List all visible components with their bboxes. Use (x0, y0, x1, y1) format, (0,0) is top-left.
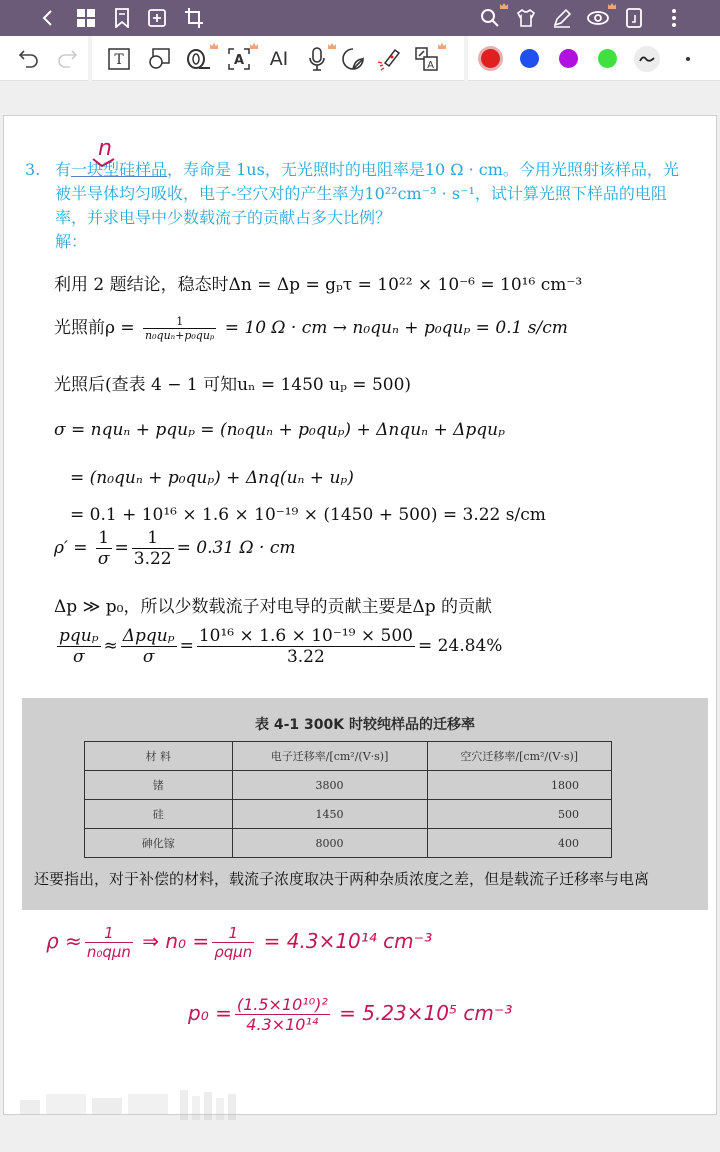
table-row: 砷化镓 8000 400 (85, 829, 612, 858)
svg-text:A: A (233, 53, 245, 68)
arrow-down-icon (92, 158, 116, 168)
solution-line-8: Δp ≫ p₀，所以少数载流子对电导的贡献主要是Δp 的贡献 (54, 597, 493, 617)
fraction: $\frac{1}{\text{n₀quₙ+p₀quₚ}}$ (145, 315, 215, 342)
solution-line-9: $\frac{\text{pquₚ}}{\sigma}$ ≈ $\frac{\text{Δpquₚ}}{\sigma}$ = $\frac{\text{10¹⁶ × 1.6 × 10⁻¹⁹ × 500}}{3.22}$ = 24.84% (59, 626, 503, 667)
solution-line-4: σ = nquₙ + pquₚ = (n₀quₙ + p₀quₚ) + Δnquₙ + Δpquₚ (54, 420, 505, 440)
svg-text:T: T (114, 52, 124, 68)
crop-icon[interactable] (182, 6, 206, 30)
table-title: 表 4-1 300K 时较纯样品的迁移率 (255, 717, 475, 733)
table-row: 硅 1450 500 (85, 800, 612, 829)
pen-icon[interactable] (550, 6, 574, 30)
solution-line-1: 利用 2 题结论，稳态时Δn = Δp = gₚτ = 10²² × 10⁻⁶ = 10¹⁶ cm⁻³ (54, 275, 583, 295)
handwritten-annotation-n: n (98, 136, 112, 161)
annotation-toolbar (0, 36, 720, 81)
premium-crown-icon (210, 43, 218, 49)
premium-crown-icon (438, 43, 446, 49)
ai-label: AI (269, 48, 289, 70)
premium-crown-icon (500, 3, 508, 9)
solution-line-7: ρ′ = $\frac{1}{\sigma}$ = $\frac{1}{3.22}$ = 0.31 Ω · cm (54, 528, 296, 569)
eye-icon[interactable] (586, 6, 610, 30)
question-text-start: 有 (55, 160, 72, 179)
toolbar-divider (464, 36, 468, 81)
more-icon[interactable] (662, 6, 686, 30)
stroke-style-icon[interactable] (634, 46, 660, 72)
search-icon[interactable] (478, 6, 502, 30)
shape-icon[interactable] (146, 46, 172, 72)
handwritten-line-2: p₀ = $\frac{\text{(1.5×10¹⁰)²}}{\text{4.3×10¹⁴}}$ = 5.23×10⁵ cm⁻³ (188, 995, 513, 1034)
solution-line-2: 光照前ρ = $\frac{1}{\text{n₀quₙ+p₀quₚ}}$ = 10 Ω · cm → n₀quₙ + p₀quₚ = 0.1 s/cm (54, 315, 568, 342)
color-swatch-red[interactable] (481, 49, 500, 68)
translate-icon[interactable] (414, 46, 440, 72)
bookmark-icon[interactable] (110, 6, 134, 30)
svg-text:A: A (427, 60, 434, 71)
solution-line-3: 光照后(查表 4 − 1 可知uₙ = 1450 uₚ = 500) (54, 375, 412, 395)
table-row: 锗 3800 1800 (85, 771, 612, 800)
mobility-table (84, 741, 612, 858)
redo-icon[interactable] (54, 46, 80, 72)
scanned-table-image (22, 698, 708, 910)
top-navigation-bar (0, 0, 720, 36)
ai-icon[interactable] (266, 46, 292, 72)
theme-icon[interactable] (514, 6, 538, 30)
premium-crown-icon (250, 43, 258, 49)
question-number: 3. (25, 160, 41, 179)
solution-line-5: = (n₀quₙ + p₀quₚ) + Δnq(uₙ + uₚ) (70, 468, 354, 488)
question-text: ，寿命是 1us，无光照时的电阻率是10 Ω · cm。今用光照射该样品，光被半导体均匀吸收，电子-空穴对的产生率为10²²cm⁻³ · s⁻¹，试计算光照下样品的电阻率，并求电导中少数载流子的贡献占多大比例？ (55, 160, 679, 227)
color-swatch-purple[interactable] (559, 49, 578, 68)
tape-icon[interactable] (186, 46, 212, 72)
ocr-icon[interactable] (226, 46, 252, 72)
answer-label: 解： (55, 232, 88, 251)
pen-size-dot[interactable] (686, 57, 690, 61)
voice-icon[interactable] (304, 46, 330, 72)
table-header-row: 材 料 电子迁移率/[cm²/(V·s)] 空穴迁移率/[cm²/(V·s)] (85, 742, 612, 771)
laser-icon[interactable] (376, 46, 402, 72)
page-mode-icon[interactable] (622, 6, 646, 30)
handwritten-line-1: ρ ≈ $\frac{1}{\text{n₀qμn}}$ ⇒ n₀ = $\frac{1}{\text{ρqμn}}$ = 4.3×10¹⁴ cm⁻³ (46, 924, 433, 961)
premium-crown-icon (328, 43, 336, 49)
undo-icon[interactable] (16, 46, 42, 72)
toolbar-divider (88, 36, 92, 81)
add-page-icon[interactable] (145, 6, 169, 30)
text-box-icon[interactable] (106, 46, 132, 72)
premium-crown-icon (608, 3, 616, 9)
color-swatch-green[interactable] (598, 49, 617, 68)
underlined-phrase: 一块型硅样品 (71, 160, 168, 179)
solution-line-6: = 0.1 + 10¹⁶ × 1.6 × 10⁻¹⁹ × (1450 + 500) = 3.22 s/cm (70, 505, 546, 525)
watermark (20, 1090, 300, 1120)
grid-icon[interactable] (74, 6, 98, 30)
back-icon[interactable] (36, 6, 60, 30)
color-swatch-blue[interactable] (520, 49, 539, 68)
scan-footer-text: 还要指出，对于补偿的材料，载流子浓度取决于两种杂质浓度之差，但是载流子迁移率与电离 (34, 870, 650, 888)
sticker-icon[interactable] (340, 46, 366, 72)
